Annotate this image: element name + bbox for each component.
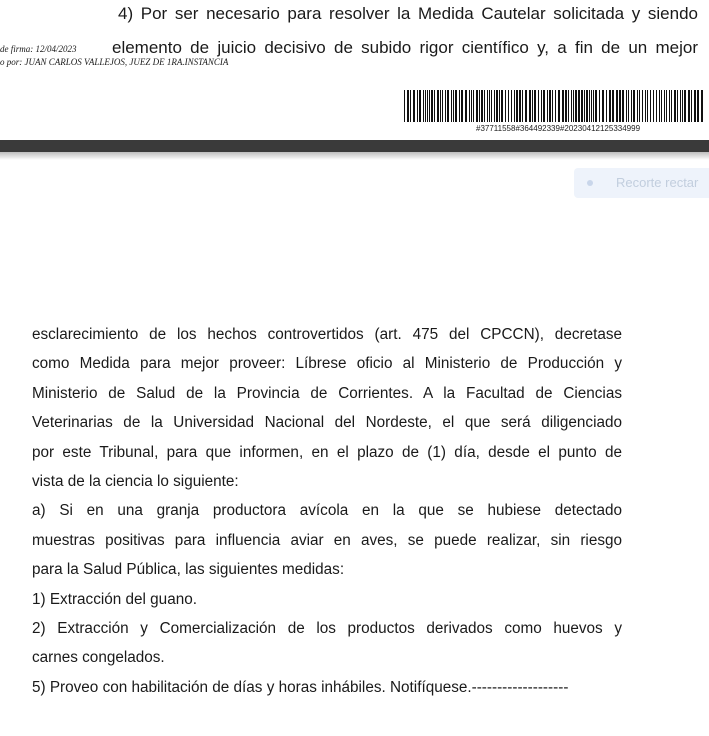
barcode-bar <box>565 90 567 122</box>
barcode-bar <box>581 90 583 122</box>
barcode-bar <box>591 90 592 122</box>
barcode-bar <box>461 90 463 122</box>
barcode-bar <box>538 90 539 122</box>
paragraph-line: 4) Por ser necesario para resolver la Medida Cautelar solicitada y siendo <box>118 4 698 23</box>
barcode-bar <box>671 90 672 122</box>
barcode-bar <box>404 90 405 122</box>
barcode-bar <box>684 90 686 122</box>
barcode-bar <box>619 90 621 122</box>
barcode-bar <box>697 90 699 122</box>
barcode-bar <box>501 90 503 122</box>
barcode-bar <box>437 90 439 122</box>
barcode-bar <box>410 90 411 122</box>
barcode-bar <box>669 90 670 122</box>
barcode-bar <box>661 90 662 122</box>
paragraph-line: 2) Extracción y Comercialización de los productos derivados como huevos y <box>32 619 622 637</box>
barcode-bar <box>688 90 690 122</box>
barcode-bar <box>489 90 490 122</box>
barcode-bar <box>642 90 643 122</box>
barcode-bar <box>511 90 512 122</box>
barcode-bar <box>473 90 474 122</box>
barcode-bar <box>487 90 488 122</box>
barcode-bar <box>453 90 454 122</box>
barcode-bar <box>508 90 509 122</box>
barcode-bar <box>691 90 692 122</box>
barcode-bar <box>584 90 585 122</box>
barcode-bar <box>423 90 424 122</box>
barcode-bar <box>694 90 696 122</box>
barcode-bar <box>459 90 460 122</box>
barcode-bar <box>599 90 600 122</box>
barcode-bar <box>425 90 426 122</box>
barcode-bar <box>525 90 527 122</box>
barcode-bar <box>543 90 545 122</box>
barcode-bar <box>516 90 518 122</box>
paragraph-line: a) Si en una granja productora avícola en la que se hubiese detectado <box>32 502 622 520</box>
paragraph-line: Veterinarias de la Universidad Nacional del Nordeste, el que será diligenciado <box>32 414 622 432</box>
document-body <box>32 325 622 707</box>
paragraph-line: Ministerio de Salud de la Provincia de Corrientes. A la Facultad de Ciencias <box>32 384 622 402</box>
crop-icon <box>587 180 593 186</box>
signature-date: de firma: 12/04/2023 <box>0 44 77 54</box>
barcode-bar <box>626 90 627 122</box>
barcode-bar <box>514 90 515 122</box>
barcode-bar <box>519 90 521 122</box>
crop-tool-label: Recorte rectar <box>616 175 699 190</box>
barcode-bar <box>612 90 614 122</box>
barcode-bar <box>447 90 449 122</box>
barcode-bar <box>637 90 638 122</box>
barcode-image <box>404 90 704 122</box>
barcode-bar <box>558 90 560 122</box>
barcode-bar <box>680 90 681 122</box>
barcode-bar <box>677 90 678 122</box>
barcode-bar <box>633 90 635 122</box>
barcode-bar <box>476 90 478 122</box>
barcode-bar <box>571 90 572 122</box>
paragraph-line: esclarecimiento de los hechos controvertidos (art. 475 del CPCCN), decretase <box>32 326 622 343</box>
crop-tool-button[interactable] <box>574 168 709 198</box>
barcode-bar <box>479 90 480 122</box>
barcode-bar <box>589 90 590 122</box>
barcode-bar <box>666 90 667 122</box>
barcode-bar <box>656 90 657 122</box>
barcode-bar <box>532 90 533 122</box>
barcode-bar <box>429 90 430 122</box>
barcode-bar <box>622 90 624 122</box>
barcode-bar <box>494 90 495 122</box>
barcode-bar <box>650 90 651 122</box>
page-separator-shadow <box>0 152 709 160</box>
barcode-bar <box>593 90 594 122</box>
barcode-bar <box>549 90 551 122</box>
barcode-bar <box>552 90 553 122</box>
paragraph-line: como Medida para mejor proveer: Líbrese oficio al Ministerio de Producción y <box>32 355 622 373</box>
barcode-bar <box>522 90 523 122</box>
barcode-bar <box>555 90 556 122</box>
barcode-bar <box>417 90 418 122</box>
barcode-bar <box>451 90 452 122</box>
barcode-bar <box>628 90 629 122</box>
paragraph-line: por este Tribunal, para que informen, en el plazo de (1) día, desde el punto de <box>32 443 622 461</box>
paragraph-line: elemento de juicio decisivo de subido rigor científico y, a fin de un mejor <box>112 38 698 57</box>
barcode-bar <box>674 90 676 122</box>
barcode-bar <box>484 90 485 122</box>
barcode-bar <box>645 90 646 122</box>
barcode-bar <box>534 90 536 122</box>
barcode-bar <box>419 90 421 122</box>
barcode-bar <box>616 90 618 122</box>
document-page-top <box>0 0 709 140</box>
barcode-bar <box>575 90 577 122</box>
page-separator <box>0 140 709 152</box>
paragraph-line: para la Salud Pública, las siguientes medidas: <box>32 561 345 579</box>
barcode-bar <box>586 90 588 122</box>
barcode-bar <box>469 90 470 122</box>
barcode-bar <box>496 90 498 122</box>
barcode-bar <box>602 90 604 122</box>
barcode-bar <box>427 90 428 122</box>
paragraph-line: muestras positivas para influencia aviar en aves, se puede realizar, sin riesgo <box>32 531 622 549</box>
barcode-bar <box>606 90 607 122</box>
barcode-bar <box>631 90 632 122</box>
barcode-bar <box>413 90 415 122</box>
barcode-bar <box>434 90 435 122</box>
barcode-bar <box>455 90 457 122</box>
barcode-bar <box>659 90 660 122</box>
signature-signer: o por: JUAN CARLOS VALLEJOS, JUEZ DE 1RA.INSTANCIA <box>0 57 229 67</box>
barcode-bar <box>440 90 441 122</box>
barcode-bar <box>481 90 483 122</box>
barcode-bar <box>442 90 443 122</box>
barcode-bar <box>682 90 683 122</box>
barcode-bar <box>407 90 409 122</box>
barcode-bar <box>471 90 472 122</box>
paragraph-line: vista de la ciencia lo siguiente: <box>32 472 239 490</box>
paragraph-line: 1) Extracción del guano. <box>32 590 197 608</box>
barcode-bar <box>541 90 542 122</box>
barcode-bar <box>578 90 580 122</box>
barcode-bar <box>664 90 665 122</box>
barcode-bar <box>568 90 569 122</box>
barcode-number: #37711558#364492339#20230412125334999 <box>476 124 641 133</box>
barcode-bar <box>639 90 640 122</box>
paragraph-line: 5) Proveo con habilitación de días y horas inhábiles. Notifíquese.------------------- <box>32 678 569 696</box>
barcode-bar <box>529 90 531 122</box>
barcode-bar <box>573 90 574 122</box>
barcode-bar <box>431 90 433 122</box>
barcode-bar <box>609 90 611 122</box>
barcode-bar <box>547 90 548 122</box>
barcode-bar <box>701 90 703 122</box>
barcode-bar <box>465 90 467 122</box>
barcode-bar <box>499 90 500 122</box>
barcode-bar <box>595 90 597 122</box>
paragraph-line: carnes congelados. <box>32 649 165 667</box>
barcode-bar <box>647 90 648 122</box>
barcode-bar <box>445 90 446 122</box>
barcode-bar <box>505 90 506 122</box>
barcode-bar <box>562 90 564 122</box>
barcode-bar <box>653 90 654 122</box>
barcode-bar <box>491 90 492 122</box>
